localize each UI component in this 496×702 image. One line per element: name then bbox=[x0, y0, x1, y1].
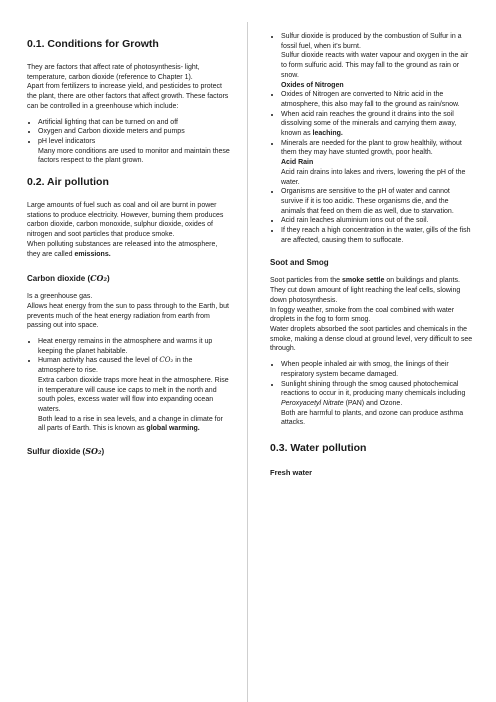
text: Extra carbon dioxide traps more heat in the atmosphere. Rise in temperature will cause ice caps to melt in the north and south poles, excess water will flow into expanding ocean waters. bbox=[38, 376, 229, 413]
paragraph: They cut down amount of light reaching the leaf cells, slowing down photosynthesis. bbox=[270, 287, 461, 304]
column-divider bbox=[247, 22, 248, 702]
section-title-air-pollution: 0.2. Air pollution bbox=[27, 176, 109, 189]
bold-term: global warming. bbox=[146, 425, 200, 433]
list-item bbox=[281, 32, 473, 90]
bullet-list bbox=[270, 360, 473, 428]
left-column bbox=[27, 32, 230, 465]
text: Both are harmful to plants, and ozone can produce asthma attacks. bbox=[281, 409, 464, 427]
section-title-conditions-for-growth: 0.1. Conditions for Growth bbox=[27, 38, 159, 50]
paragraph: Allows heat energy from the sun to pass through to the Earth, but prevents much of the heat energy radiation from earth from passing out into space. bbox=[27, 302, 229, 330]
paragraph: Is a greenhouse gas. bbox=[27, 293, 93, 301]
italic-term: Peroxyacetyl Nitrate bbox=[281, 399, 344, 407]
bullet-list bbox=[27, 337, 230, 434]
paragraph bbox=[270, 276, 473, 286]
list-item-note: Many more conditions are used to monitor and maintain these factors respect to the plant grown. bbox=[38, 147, 230, 165]
paragraph: Water droplets absorbed the soot particles and chemicals in the smoke, making a dense cloud at ground level, very difficult to see through. bbox=[270, 325, 473, 353]
section-title-water-pollution: 0.3. Water pollution bbox=[270, 442, 367, 455]
list-item bbox=[281, 380, 473, 429]
text: Acid rain drains into lakes and rivers, lowering the pH of the water. bbox=[281, 168, 466, 186]
text: When polluting substances are released into the atmosphere, they are called bbox=[27, 240, 218, 258]
list-item: • Oxides of Nitrogen are converted to Nitric acid in the atmosphere, this also may fall to the ground as rain/snow. bbox=[281, 90, 473, 109]
text: Soot particles from the bbox=[270, 277, 342, 285]
bullet-list bbox=[270, 32, 473, 245]
list-item: • Heat energy remains in the atmosphere and warms it up keeping the planet habitable. bbox=[38, 337, 230, 356]
subsection-title-sulfur-dioxide bbox=[27, 446, 230, 457]
bullet-list bbox=[27, 118, 230, 167]
subheading-oxides-of-nitrogen: Oxides of Nitrogen bbox=[281, 81, 344, 89]
bold-term: leaching. bbox=[312, 130, 343, 138]
list-item: • Artificial lighting that can be turned on and off bbox=[38, 118, 230, 128]
text: When acid rain reaches the ground it drains into the soil dissolving some of the minerals and carrying them away, known as bbox=[281, 110, 457, 138]
list-item bbox=[38, 137, 230, 166]
subsection-title-carbon-dioxide bbox=[27, 273, 230, 284]
list-item bbox=[281, 110, 473, 139]
bold-term: smoke settle bbox=[341, 277, 385, 285]
title-text: Sulfur dioxide ( bbox=[27, 447, 86, 457]
text: Sunlight shining through the smog caused photochemical reactions to occur in it, producing many chemicals including bbox=[281, 380, 466, 398]
list-item: • Acid rain leaches aluminium ions out of the soil. bbox=[281, 216, 473, 226]
paragraph bbox=[27, 240, 230, 259]
list-item: • If they reach a high concentration in the water, gills of the fish are affected, causing them to suffocate. bbox=[281, 226, 473, 245]
formula: SO₂ bbox=[85, 446, 102, 457]
text: on buildings and plants. bbox=[384, 277, 460, 285]
paragraph: They are factors that affect rate of photosynthesis- light, temperature, carbon dioxide (reference to Chapter 1). bbox=[27, 64, 200, 81]
subsection-title-soot-and-smog: Soot and Smog bbox=[270, 258, 329, 268]
title-text: ) bbox=[106, 274, 110, 284]
text: Both lead to a rise in sea levels, and a change in climate for all parts of Earth. This is known as bbox=[38, 415, 223, 433]
subheading-acid-rain: Acid Rain bbox=[281, 159, 314, 167]
text: Human activity has caused the level of bbox=[38, 357, 160, 365]
subsection-title-fresh-water: Fresh water bbox=[270, 468, 313, 478]
list-item: • Organisms are sensitive to the pH of water and cannot survive if it is too acidic. These organisms die, and the animals that feed on them die as well, due to starvation. bbox=[281, 187, 473, 216]
list-item: • Oxygen and Carbon dioxide meters and pumps bbox=[38, 127, 230, 137]
paragraph: Large amounts of fuel such as coal and oil are burnt in power stations to produce electricity. However, burning them produces carbon dioxide, carbon monoxide, sulphur dioxide, oxides of nitrogen and soot particles that produce smoke. bbox=[27, 202, 224, 239]
title-text: Carbon dioxide ( bbox=[27, 274, 91, 284]
text: Minerals are needed for the plant to grow healthily, without them they may have stunted growth, poor health. bbox=[281, 139, 462, 157]
text: Sulfur dioxide is produced by the combustion of Sulfur in a fossil fuel, when it's burnt. bbox=[281, 33, 462, 50]
right-column bbox=[270, 32, 473, 486]
list-item-text: pH level indicators bbox=[38, 137, 96, 145]
formula: CO₂ bbox=[159, 356, 174, 365]
paragraph: Apart from fertilizers to increase yield, and pesticides to protect the plant, there are other factors that affect growth. These factors can be controlled in a greenhouse which include: bbox=[27, 83, 229, 110]
title-text: ) bbox=[101, 447, 105, 457]
text: Sulfur dioxide reacts with water vapour and oxygen in the air to form sulfuric acid. This may fall to the ground as rain or snow. bbox=[281, 52, 469, 79]
bold-term: emissions. bbox=[74, 250, 111, 258]
text: in the atmosphere to rise. bbox=[38, 357, 193, 375]
formula: CO₂ bbox=[90, 273, 107, 284]
text: (PAN) and Ozone. bbox=[343, 399, 403, 407]
list-item bbox=[38, 356, 230, 434]
list-item bbox=[281, 139, 473, 188]
paragraph: In foggy weather, smoke from the coal combined with water droplets in the fog to form smog. bbox=[270, 306, 455, 324]
list-item: • When people inhaled air with smog, the linings of their respiratory system became damaged. bbox=[281, 360, 473, 379]
